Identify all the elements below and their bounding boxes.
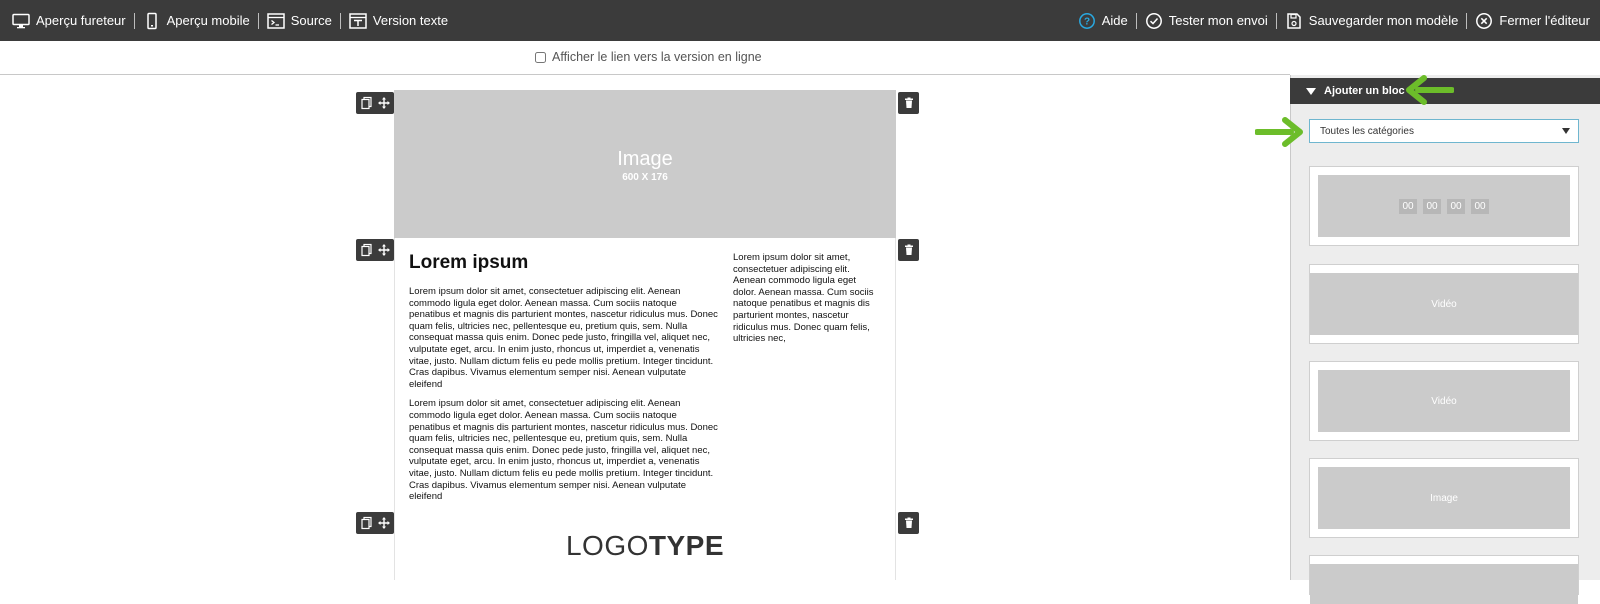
online-version-label: Afficher le lien vers la version en ligne (552, 50, 762, 64)
caret-down-icon (1306, 88, 1316, 95)
toolbar-divider (258, 13, 259, 29)
source-label: Source (290, 13, 332, 28)
green-arrow-icon (1255, 116, 1305, 148)
image-placeholder-title: Image (617, 148, 673, 170)
top-toolbar (0, 0, 1600, 41)
text-block-side[interactable]: Lorem ipsum dolor sit amet, consectetuer adipiscing elit. Aenean commodo ligula eget dolor. Aenean massa. Cum sociis natoque penatibus et magnis dis parturient montes, nascetur ridiculus mus. Donec quam felis, ultricies nec, (733, 252, 874, 345)
block-tools (356, 239, 394, 261)
countdown-digit: 00 (1423, 199, 1441, 214)
countdown-digit: 00 (1471, 199, 1489, 214)
browser-preview-button[interactable] (12, 12, 126, 30)
block-preview (1310, 564, 1578, 604)
select-arrow-icon (1562, 128, 1570, 134)
green-arrow-icon (1404, 74, 1454, 106)
duplicate-icon[interactable] (360, 243, 374, 257)
logo-bold: TYPE (648, 530, 725, 561)
video-label: Vidéo (1431, 395, 1457, 407)
check-circle-icon (1145, 12, 1163, 30)
online-version-option[interactable] (535, 50, 762, 64)
countdown-preview (1318, 175, 1570, 237)
countdown-digit: 00 (1399, 199, 1417, 214)
toolbar-divider (1466, 13, 1467, 29)
mobile-preview-label: Aperçu mobile (166, 13, 250, 28)
duplicate-icon[interactable] (360, 516, 374, 530)
trash-icon (903, 517, 915, 529)
text-version-button[interactable] (349, 12, 448, 30)
toolbar-divider (134, 13, 135, 29)
svg-text:?: ? (1083, 16, 1090, 28)
source-button[interactable] (267, 12, 332, 30)
category-select[interactable] (1309, 119, 1579, 143)
text-version-label: Version texte (372, 13, 449, 28)
move-icon[interactable] (377, 516, 391, 530)
image-preview (1318, 467, 1570, 529)
text-block-main[interactable] (409, 252, 719, 511)
toolbar-right (1078, 0, 1590, 41)
delete-block-button[interactable] (898, 512, 919, 534)
help-icon (1078, 12, 1096, 30)
category-select-value: Toutes les catégories (1320, 125, 1414, 137)
add-block-title: Ajouter un bloc (1324, 85, 1405, 97)
image-label: Image (1430, 492, 1458, 504)
move-icon[interactable] (377, 243, 391, 257)
move-icon[interactable] (377, 96, 391, 110)
toolbar-divider (340, 13, 341, 29)
desktop-icon (12, 12, 30, 30)
block-thumb-video[interactable] (1309, 361, 1579, 441)
source-icon (267, 12, 285, 30)
mobile-preview-button[interactable] (143, 12, 250, 30)
text-paragraph: Lorem ipsum dolor sit amet, consectetuer adipiscing elit. Aenean commodo ligula eget dolor. Aenean massa. Cum sociis natoque penatibus et magnis dis parturient montes, nascetur ridiculus mus. Donec quam felis, ultricies nec, pellentesque eu, pretium quis, sem. Nulla consequat massa quis enim. Donec pede justo, fringilla vel, aliquet nec, vulputate eget, arcu. In enim justo, rhoncus ut, imperdiet a, venenatis vitae, justo. Nullam dictum felis eu pede mollis pretium. Integer tincidunt. Cras dapibus. Vivamus elementum semper nisi. Aenean vulputate eleifend (409, 286, 718, 390)
toolbar-divider (1276, 13, 1277, 29)
toolbar-divider (1136, 13, 1137, 29)
block-thumb-partial[interactable] (1309, 555, 1579, 595)
save-template-button[interactable] (1285, 12, 1459, 30)
text-block-heading: Lorem ipsum (409, 252, 529, 273)
test-send-button[interactable] (1145, 12, 1268, 30)
block-tools (356, 512, 394, 534)
duplicate-icon[interactable] (360, 96, 374, 110)
close-editor-button[interactable] (1475, 12, 1590, 30)
block-thumb-video[interactable] (1309, 264, 1579, 344)
save-template-label: Sauvegarder mon modèle (1308, 13, 1459, 28)
image-placeholder-size: 600 X 176 (622, 172, 668, 183)
help-label: Aide (1101, 13, 1128, 28)
trash-icon (903, 97, 915, 109)
close-circle-icon (1475, 12, 1493, 30)
logo-light: LOGO (565, 530, 649, 561)
help-button[interactable] (1078, 12, 1128, 30)
video-preview (1318, 370, 1570, 432)
close-editor-label: Fermer l'éditeur (1499, 13, 1590, 28)
trash-icon (903, 244, 915, 256)
countdown-digit: 00 (1447, 199, 1465, 214)
browser-preview-label: Aperçu fureteur (36, 13, 126, 28)
delete-block-button[interactable] (898, 92, 919, 114)
divider (0, 74, 1290, 75)
text-version-icon (349, 12, 367, 30)
block-thumb-countdown[interactable] (1309, 166, 1579, 246)
online-version-checkbox[interactable] (535, 52, 546, 63)
block-thumb-image[interactable] (1309, 458, 1579, 538)
save-icon (1285, 12, 1303, 30)
delete-block-button[interactable] (898, 239, 919, 261)
test-send-label: Tester mon envoi (1168, 13, 1268, 28)
video-label: Vidéo (1431, 298, 1457, 310)
toolbar-left (12, 0, 448, 41)
text-paragraph: Lorem ipsum dolor sit amet, consectetuer adipiscing elit. Aenean commodo ligula eget dolor. Aenean massa. Cum sociis natoque penatibus et magnis dis parturient montes, nascetur ridiculus mus. Donec quam felis, ultricies nec, pellentesque eu, pretium quis, sem. Nulla consequat massa quis enim. Donec pede justo, fringilla vel, aliquet nec, vulputate eget, arcu. In enim justo, rhoncus ut, imperdiet a, venenatis vitae, justo. Nullam dictum felis eu pede mollis pretium. Integer tincidunt. Cras dapibus. Vivamus elementum semper nisi. Aenean vulputate eleifend (409, 398, 718, 503)
video-preview (1310, 273, 1578, 335)
image-placeholder-block[interactable] (394, 90, 896, 238)
logotype[interactable] (394, 530, 896, 562)
mobile-icon (143, 12, 161, 30)
block-tools (356, 92, 394, 114)
